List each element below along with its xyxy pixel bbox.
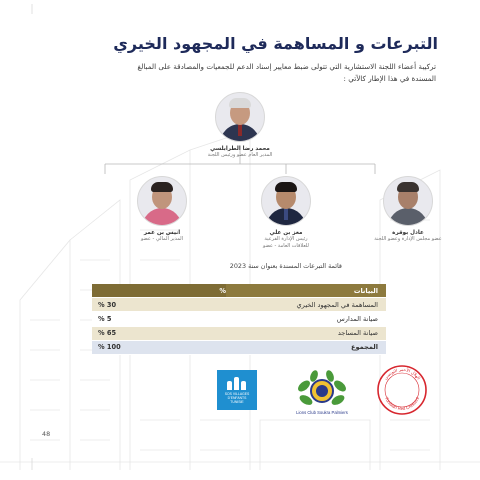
sos-villages-logo: SOS VILLAGES D'ENFANTS TUNISIE — [217, 370, 257, 410]
lions-club-logo — [294, 364, 350, 420]
member-role: عضو مجلس الإدارة وعضو اللجنة — [374, 236, 442, 242]
table-row — [92, 312, 386, 326]
member-role: المدير المالي - عضو — [140, 236, 184, 242]
member-role-line2: للعلاقات العامة - عضو — [263, 243, 309, 249]
row-label: صيانة المساجد — [337, 329, 378, 338]
row-value: 65 % — [98, 329, 117, 338]
table-row — [92, 298, 386, 312]
committee-head-photo — [215, 92, 265, 142]
row-value: 30 % — [98, 300, 117, 309]
sos-house-icon — [226, 376, 248, 390]
svg-text:Lions Club Soukra Palmiers: Lions Club Soukra Palmiers — [296, 410, 348, 415]
row-label: صيانة المدارس — [336, 314, 378, 323]
member-photo — [261, 176, 311, 226]
committee-member — [370, 176, 446, 243]
total-label: المجموع — [351, 343, 378, 352]
member-name: عادل بوقرة — [392, 230, 424, 236]
total-value: 100 % — [98, 343, 121, 352]
committee-head — [200, 92, 280, 159]
committee-head-name: محمد رضا الطرابلسي — [210, 146, 270, 152]
svg-text:الهلال الأحمر التونسي: الهلال الأحمر التونسي — [382, 366, 422, 381]
member-photo — [383, 176, 433, 226]
column-header-label: البيانات — [226, 287, 386, 295]
member-role: رئيس الإدارة الفرعية — [264, 236, 308, 242]
intro-paragraph: تركيبة أعضاء اللجنة الاستشارية التي تتولى ضبط معايير إسناد الدعم للجمعيات والمصادقة على المبالغ المسندة في هذا الإطار كالآتي : — [137, 62, 436, 83]
table-row — [92, 327, 386, 341]
committee-head-role: المدير العام عضو ورئيس اللجنة — [207, 152, 273, 158]
svg-text:Tunisian Red Crescent: Tunisian Red Crescent — [383, 396, 421, 412]
table-caption: قائمة التبرعات المسندة بعنوان سنة 2023 — [229, 262, 342, 270]
red-crescent-logo — [376, 364, 428, 416]
column-header-value: % — [92, 284, 226, 297]
member-name: انيس بن عمر — [143, 230, 181, 236]
table-total-row — [92, 341, 386, 355]
row-label: المساهمة في المجهود الخيري — [296, 300, 378, 309]
member-name: معز بن علي — [269, 230, 303, 236]
donations-table — [92, 284, 386, 355]
committee-member — [246, 176, 326, 250]
page-title: التبرعات و المساهمة في المجهود الخيري — [113, 34, 438, 53]
table-header-row — [92, 284, 386, 298]
page-number: 48 — [42, 430, 51, 438]
committee-member — [124, 176, 200, 243]
member-photo — [137, 176, 187, 226]
row-value: 5 % — [98, 314, 112, 323]
